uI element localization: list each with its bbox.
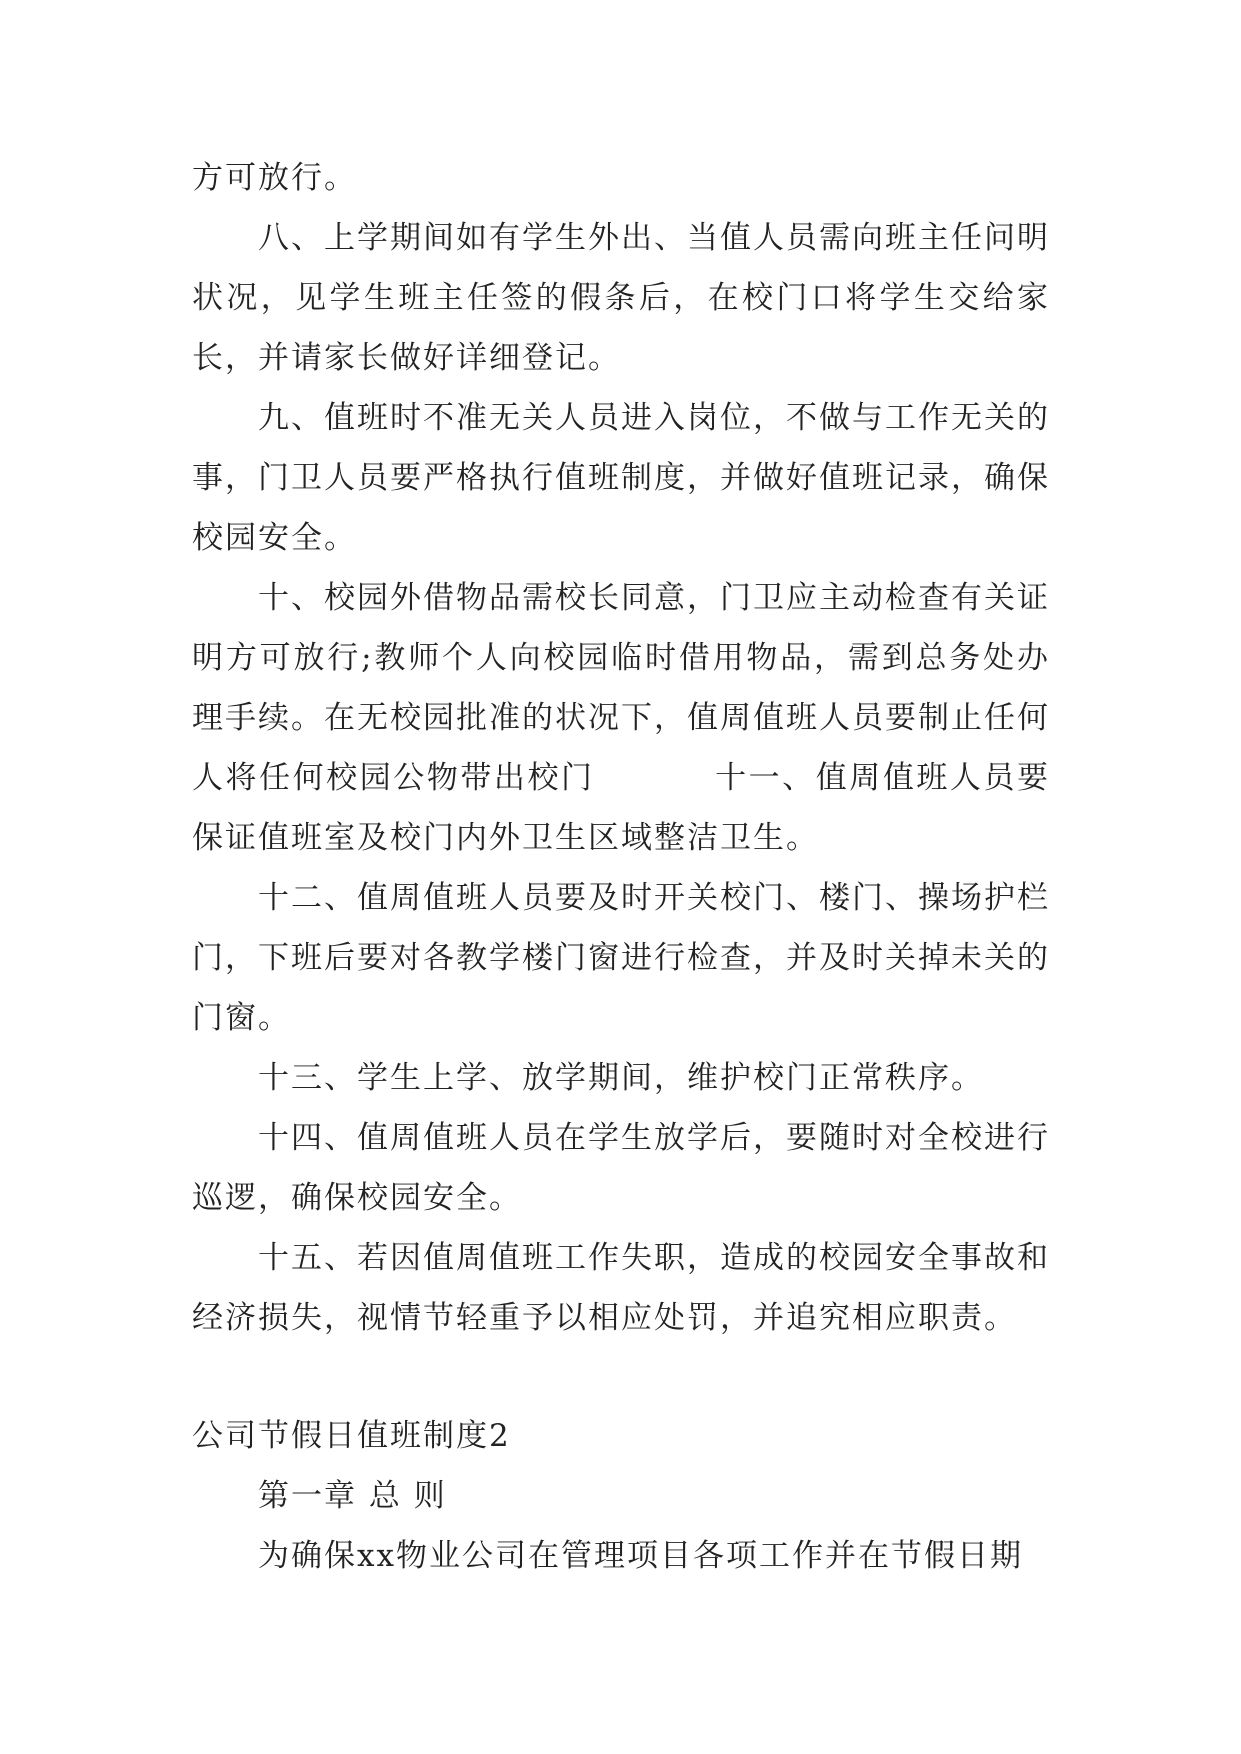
rule-10-and-11: [192, 568, 1050, 868]
rule-15: 十五、若因值周值班工作失职，造成的校园安全事故和经济损失，视情节轻重予以相应处罚，并追究相应职责。: [192, 1240, 1050, 1336]
rule-12: 十二、值周值班人员要及时开关校门、楼门、操场护栏门，下班后要对各教学楼门窗进行检查，并及时关掉未关的门窗。: [192, 880, 1050, 1036]
chapter-intro: 为确保xx物业公司在管理项目各项工作并在节假日期: [258, 1538, 1023, 1574]
rule-14: 十四、值周值班人员在学生放学后，要随时对全校进行巡逻，确保校园安全。: [192, 1120, 1050, 1216]
section-title: 公司节假日值班制度2: [192, 1418, 511, 1454]
rule-13: 十三、学生上学、放学期间，维护校门正常秩序。: [258, 1060, 984, 1096]
rule-9: 九、值班时不准无关人员进入岗位，不做与工作无关的事，门卫人员要严格执行值班制度，并做好值班记录，确保校园安全。: [192, 400, 1050, 556]
rule-8: 八、上学期间如有学生外出、当值人员需向班主任问明状况，见学生班主任签的假条后，在校门口将学生交给家长，并请家长做好详细登记。: [192, 220, 1050, 376]
continuation-line: 方可放行。: [192, 160, 357, 196]
rule-10: 十、校园外借物品需校长同意，门卫应主动检查有关证明方可放行;教师个人向校园临时借用物品，需到总务处办理手续。在无校园批准的状况下，值周值班人员要制止任何人将任何校园公物带出校门: [192, 580, 1050, 796]
document-body: [192, 148, 1050, 1586]
chapter-heading: 第一章 总 则: [258, 1478, 447, 1514]
rule-11: 十一、值周值班人员要保证值班室及校门内外卫生区域整洁卫生。: [192, 760, 1051, 856]
